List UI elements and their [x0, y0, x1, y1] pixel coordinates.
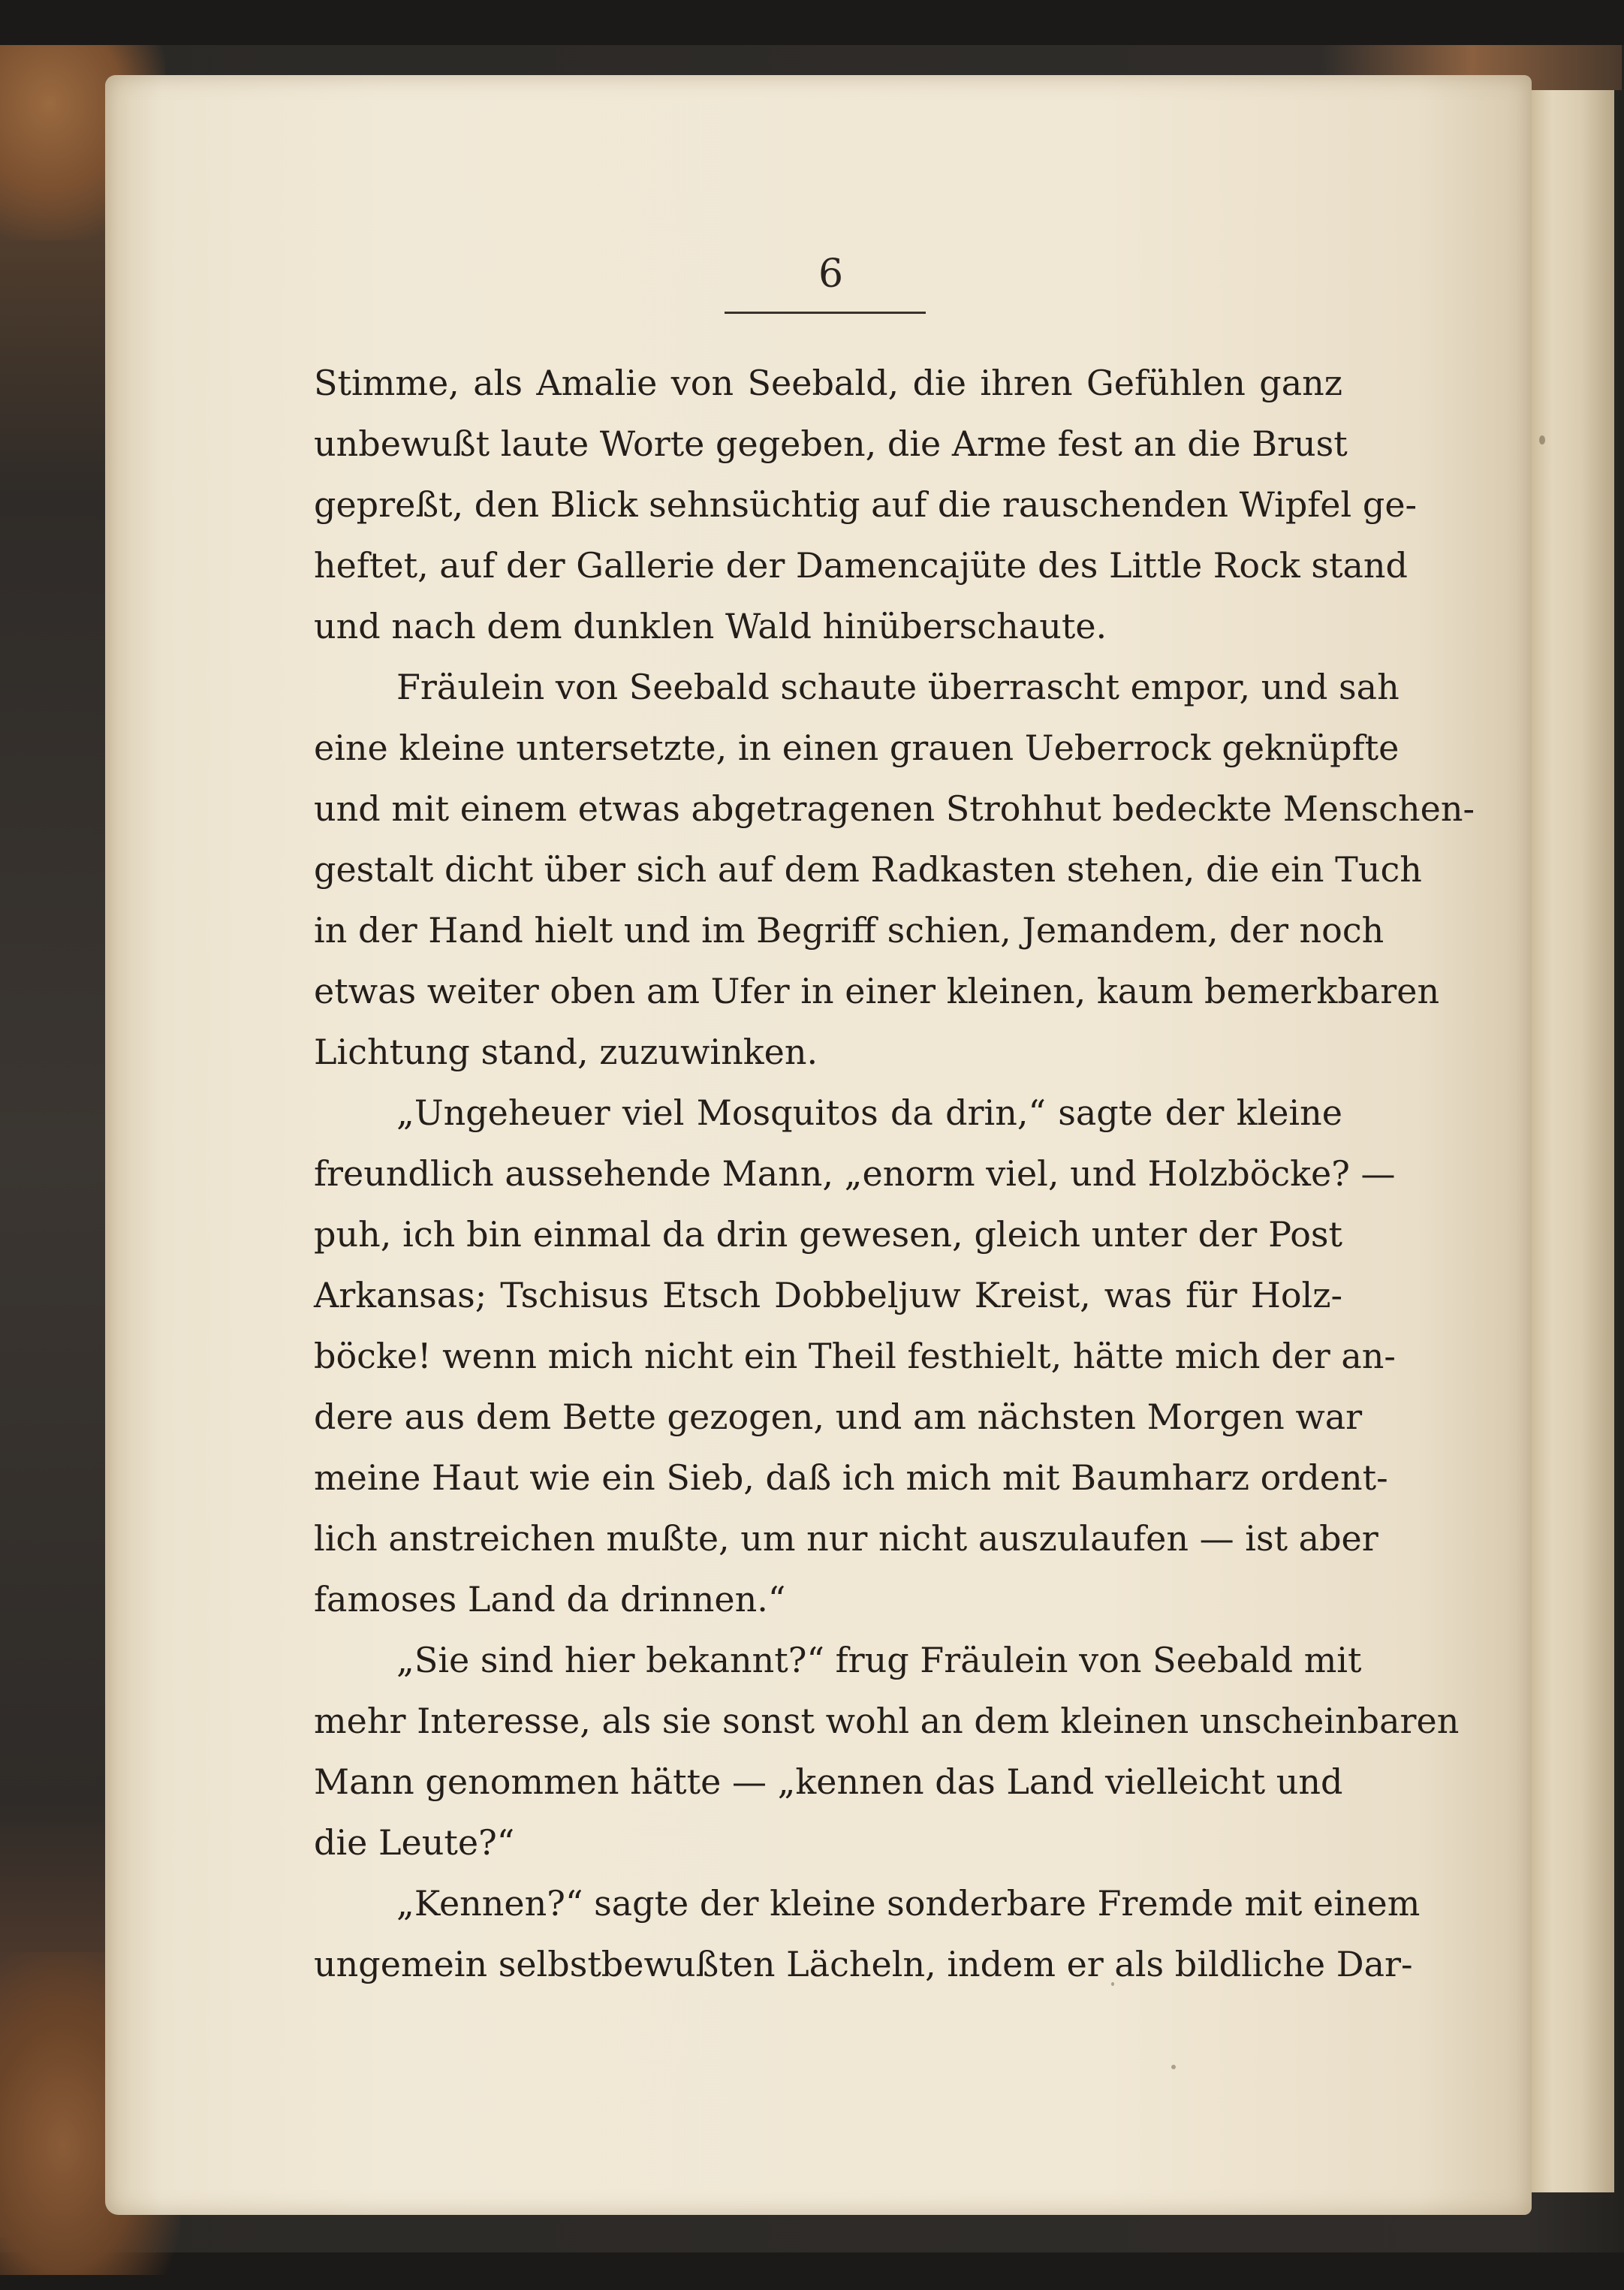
- text-line: puh, ich bin einmal da drin gewesen, gleich unter der Post: [314, 1214, 1342, 1255]
- text-line: „Sie sind hier bekannt?“ frug Fräulein von Seebald mit: [396, 1640, 1362, 1680]
- text-line: dere aus dem Bette gezogen, und am nächsten Morgen war: [314, 1397, 1363, 1437]
- text-line: Fräulein von Seebald schaute überrascht empor, und sah: [396, 667, 1400, 707]
- text-line: und nach dem dunklen Wald hinüberschaute.: [314, 606, 1107, 646]
- text-line: „Ungeheuer viel Mosquitos da drin,“ sagte der kleine: [396, 1092, 1342, 1133]
- text-line: famoses Land da drinnen.“: [314, 1579, 786, 1620]
- text-line: die Leute?“: [314, 1822, 515, 1863]
- text-line: böcke! wenn mich nicht ein Theil festhielt, hätte mich der an-: [314, 1336, 1396, 1376]
- paper-speck: [1539, 435, 1545, 444]
- text-line: mehr Interesse, als sie sonst wohl an dem kleinen unscheinbaren: [314, 1701, 1460, 1741]
- text-line: freundlich aussehende Mann, „enorm viel, und Holzböcke? —: [314, 1153, 1396, 1194]
- text-line: „Kennen?“ sagte der kleine sonderbare Fremde mit einem: [396, 1883, 1421, 1924]
- text-line: eine kleine untersetzte, in einen grauen Ueberrock geknüpfte: [314, 728, 1400, 768]
- text-line: unbewußt laute Worte gegeben, die Arme fest an die Brust: [314, 423, 1348, 464]
- text-line: und mit einem etwas abgetragenen Strohhut bedeckte Menschen-: [314, 788, 1475, 829]
- page-stack-edge: [1532, 90, 1614, 2192]
- text-line: meine Haut wie ein Sieb, daß ich mich mit Baumharz ordent-: [314, 1457, 1388, 1498]
- page-number: 6: [818, 252, 844, 297]
- text-line: in der Hand hielt und im Begriff schien, Jemandem, der noch: [314, 910, 1384, 951]
- text-line: ungemein selbstbewußten Lächeln, indem er als bildliche Dar-: [314, 1944, 1413, 1984]
- text-line: Stimme, als Amalie von Seebald, die ihren Gefühlen ganz: [314, 363, 1342, 403]
- text-line: gepreßt, den Blick sehnsüchtig auf die rauschenden Wipfel ge-: [314, 484, 1418, 525]
- page-text: [314, 353, 1475, 1995]
- text-line: lich anstreichen mußte, um nur nicht auszulaufen — ist aber: [314, 1518, 1378, 1559]
- text-line: heftet, auf der Gallerie der Damencajüte des Little Rock stand: [314, 545, 1408, 586]
- text-line: Mann genommen hätte — „kennen das Land vielleicht und: [314, 1761, 1343, 1802]
- paper-speck: [1171, 2065, 1176, 2069]
- header-rule: [725, 312, 926, 314]
- paper-speck: [1111, 1982, 1114, 1986]
- text-line: Lichtung stand, zuzuwinken.: [314, 1032, 818, 1072]
- book-spine: [0, 60, 105, 2237]
- text-line: Arkansas; Tschisus Etsch Dobbeljuw Kreist, was für Holz-: [314, 1275, 1342, 1315]
- text-line: etwas weiter oben am Ufer in einer kleinen, kaum bemerkbaren: [314, 971, 1440, 1011]
- text-line: gestalt dicht über sich auf dem Radkasten stehen, die ein Tuch: [314, 849, 1422, 890]
